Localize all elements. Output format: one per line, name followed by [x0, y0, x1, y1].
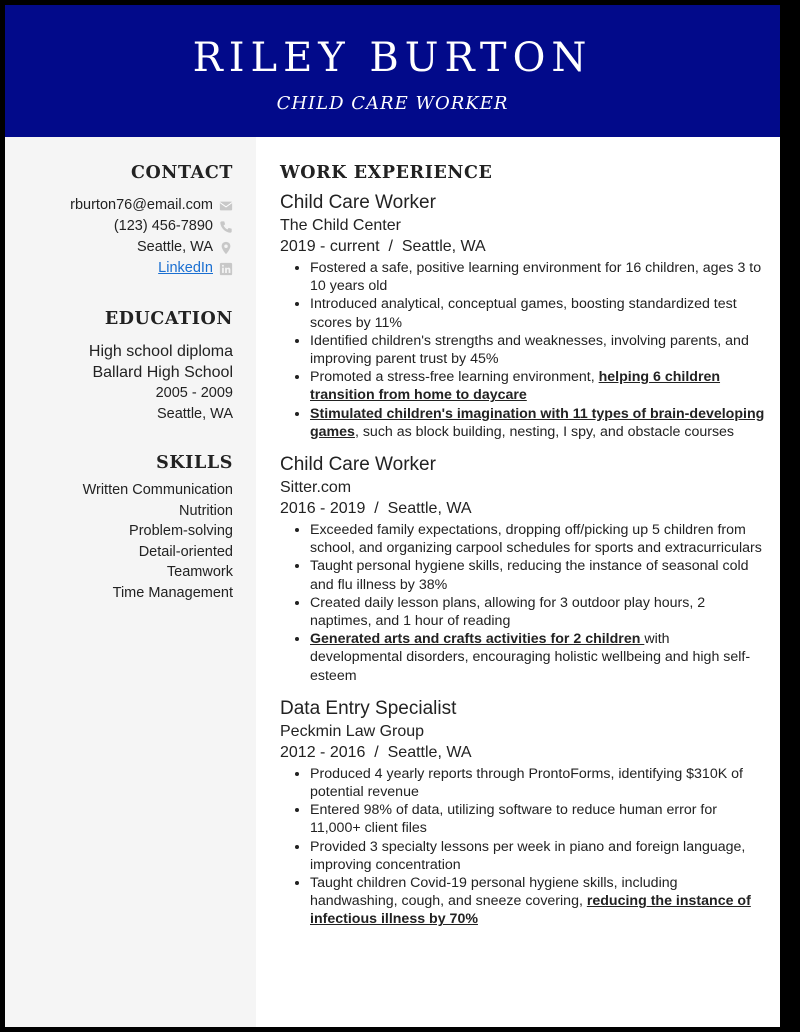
- bullet-item: • Exceeded family expectations, dropping off/picking up 5 children from school, and organizing carpool schedules for sports and extracurriculars: [310, 521, 765, 557]
- company-name: The Child Center: [280, 217, 401, 234]
- envelope-icon: [219, 199, 233, 213]
- bullet-item: • Fostered a safe, positive learning environment for 16 children, ages 3 to 10 years old: [310, 259, 765, 295]
- skill-item: Time Management: [112, 584, 233, 601]
- job-entry: [280, 191, 765, 441]
- bullet-item: • Entered 98% of data, utilizing software to reduce human error for 11,000+ client files: [310, 801, 765, 837]
- bullet-item: • Produced 4 yearly reports through ProntoForms, identifying $310K of potential revenue: [310, 765, 765, 801]
- education-heading: EDUCATION: [104, 309, 233, 329]
- education-degree: High school diploma: [88, 343, 233, 360]
- phone-text: (123) 456-7890: [113, 218, 213, 234]
- skills-heading: SKILLS: [156, 453, 233, 473]
- education-location: Seattle, WA: [156, 405, 233, 422]
- skill-item: Written Communication: [82, 482, 233, 498]
- candidate-name: RILEY BURTON: [192, 35, 593, 81]
- bullet-item: • Provided 3 specialty lessons per week in piano and foreign language, improving concentration: [310, 838, 765, 874]
- job-dates: 2016 - 2019 / Seattle, WA: [280, 500, 472, 518]
- job-title: Data Entry Specialist: [280, 697, 457, 719]
- bullet-item: • Taught personal hygiene skills, reducing the instance of seasonal cold and flu illness by 38%: [310, 557, 765, 593]
- skill-item: Teamwork: [166, 564, 233, 580]
- phone-icon: [219, 220, 233, 234]
- linkedin-link[interactable]: LinkedIn: [158, 260, 213, 276]
- bullet-item: • Stimulated children's imagination with 11 types of brain-developing games, such as block building, nesting, I spy, and obstacle courses: [310, 405, 765, 441]
- sidebar: [5, 137, 256, 1027]
- bullet-item: • Promoted a stress-free learning environment, helping 6 children transition from home to daycare: [310, 368, 765, 404]
- skill-item: Detail-oriented: [138, 543, 233, 560]
- job-bullets: [280, 765, 765, 929]
- contact-heading: CONTACT: [131, 163, 233, 183]
- job-bullets: [280, 521, 765, 685]
- job-dates: 2019 - current / Seattle, WA: [280, 238, 486, 255]
- work-experience-heading: WORK EXPERIENCE: [280, 163, 493, 183]
- company-name: Sitter.com: [280, 479, 352, 497]
- bullet-item: • Taught children Covid-19 personal hygiene skills, including handwashing, cough, and sneeze covering, reducing the instance of infectious illness by 70%: [310, 874, 765, 929]
- main-content: [280, 137, 765, 941]
- resume-page: [5, 5, 780, 1027]
- contact-linkedin-row: [13, 258, 233, 279]
- education-school: Ballard High School: [92, 364, 233, 381]
- skill-item: Problem-solving: [129, 523, 233, 539]
- map-pin-icon: [219, 241, 233, 255]
- job-title: Child Care Worker: [280, 192, 436, 213]
- bullet-item: • Identified children's strengths and weaknesses, involving parents, and improving parent trust by 45%: [310, 332, 765, 368]
- resume-header: [5, 5, 780, 137]
- skills-list: [13, 480, 233, 603]
- education-years: 2005 - 2009: [155, 385, 233, 401]
- email-text[interactable]: rburton76@email.com: [70, 197, 213, 213]
- job-dates: 2012 - 2016 / Seattle, WA: [280, 743, 472, 761]
- skill-item: Nutrition: [179, 502, 233, 519]
- candidate-role: CHILD CARE WORKER: [276, 93, 509, 114]
- job-entry: [280, 697, 765, 929]
- bullet-item: • Generated arts and crafts activities for 2 children with developmental disorders, encouraging holistic wellbeing and high self-esteem: [310, 630, 765, 685]
- job-bullets: [280, 259, 765, 441]
- contact-email-row: [13, 195, 233, 216]
- contact-location-row: [13, 237, 233, 258]
- location-text: Seattle, WA: [136, 239, 213, 255]
- bullet-item: • Created daily lesson plans, allowing for 3 outdoor play hours, 2 naptimes, and 1 hour of reading: [310, 594, 765, 630]
- company-name: Peckmin Law Group: [280, 722, 425, 740]
- linkedin-icon: [219, 262, 233, 276]
- bullet-item: • Introduced analytical, conceptual games, boosting standardized test scores by 11%: [310, 295, 765, 331]
- job-title: Child Care Worker: [280, 454, 436, 476]
- job-entry: [280, 453, 765, 685]
- contact-phone-row: [13, 216, 233, 237]
